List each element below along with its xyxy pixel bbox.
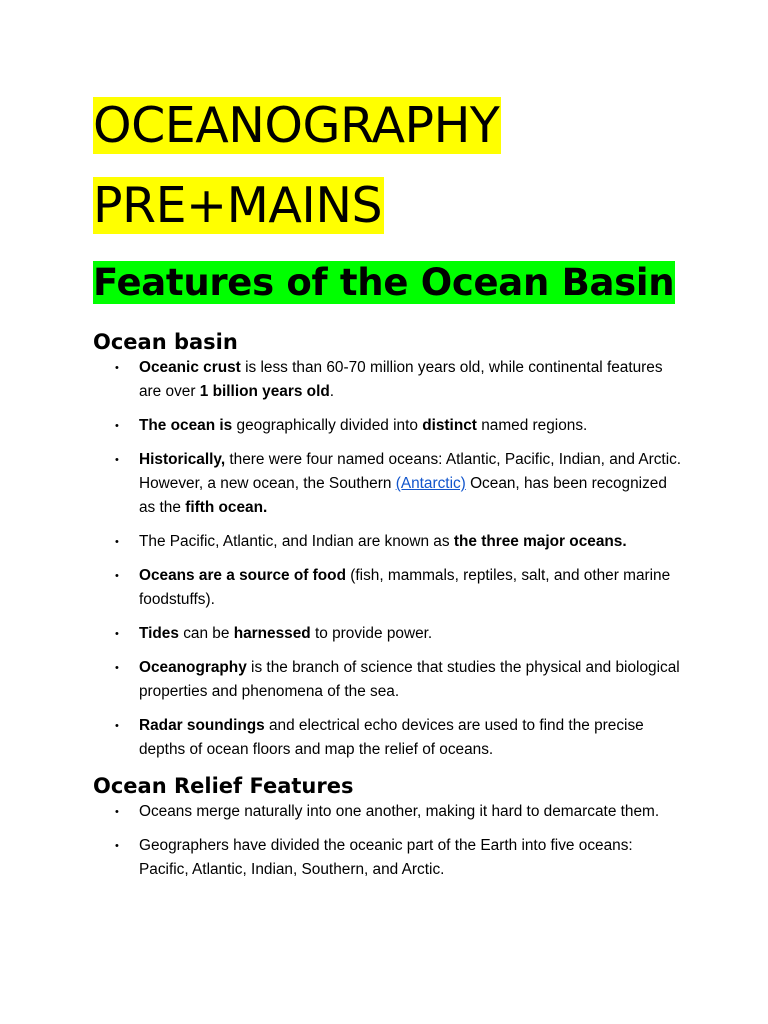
bullet-icon: • [115,662,119,674]
bold-text: Oceans are a source of food [139,567,346,584]
bold-text: The ocean is [139,417,233,434]
bold-text: Oceanic crust [139,359,241,376]
document-page [93,86,683,892]
section-heading-ocean-basin: Ocean basin [93,330,238,354]
item-text: geographically divided into [232,417,423,434]
item-text: (fish, mammals, reptiles, salt, and other marine foodstuffs). [139,567,671,608]
bold-text: distinct [422,417,477,434]
item-text: . [329,383,335,400]
list-item [93,356,683,404]
subtitle-text: Features of the Ocean Basin [93,261,675,304]
list-item [93,800,683,824]
title-line-2: PRE+MAINS [93,177,383,234]
item-text: is the branch of science that studies the physical and biological properties and phenomena of the sea. [139,659,680,700]
bold-text: Historically, [139,451,226,468]
bullet-icon: • [115,840,119,852]
item-text: Ocean, has been recognized as the [139,475,667,516]
list-item [93,414,683,438]
bold-text: Oceanography [139,659,247,676]
bold-text: Radar soundings [139,717,265,734]
bold-text: Tides [139,625,179,642]
bold-text: harnessed [233,625,311,642]
bullet-icon: • [115,362,119,374]
item-text: Geographers have divided the oceanic part of the Earth into five oceans: Pacific, Atlantic, Indian, Southern, and Arctic. [139,837,633,878]
item-text: Oceans merge naturally into one another, making it hard to demarcate them. [139,803,660,820]
document-title [93,86,683,246]
list-item [93,834,683,882]
bullet-icon: • [115,806,119,818]
item-text: to provide power. [310,625,433,642]
bullet-icon: • [115,420,119,432]
item-text: there were four named oceans: Atlantic, Pacific, Indian, and Arctic. However, a new ocean, the Southern [139,451,682,492]
bold-text: 1 billion years old [199,383,330,400]
item-text: named regions. [476,417,588,434]
bullet-icon: • [115,536,119,548]
antarctic-link[interactable]: (Antarctic) [395,475,466,492]
list-item [93,656,683,704]
list-item [93,530,683,554]
bullet-icon: • [115,454,119,466]
bullet-icon: • [115,570,119,582]
ocean-relief-list [93,800,683,882]
item-text: can be [178,625,234,642]
list-item [93,448,683,520]
list-item [93,622,683,646]
ocean-basin-list [93,356,683,762]
title-line-1: OCEANOGRAPHY [93,97,500,154]
section-heading-ocean-relief: Ocean Relief Features [93,774,354,798]
item-text: and electrical echo devices are used to find the precise depths of ocean floors and map the relief of oceans. [139,717,644,758]
bold-text: the three major oceans. [453,533,627,550]
bullet-icon: • [115,628,119,640]
list-item [93,714,683,762]
item-text: The Pacific, Atlantic, and Indian are known as [139,533,454,550]
list-item [93,564,683,612]
bullet-icon: • [115,720,119,732]
bold-text: fifth ocean. [185,499,268,516]
document-subtitle [93,256,683,310]
item-text: is less than 60-70 million years old, while continental features are over [139,359,663,400]
